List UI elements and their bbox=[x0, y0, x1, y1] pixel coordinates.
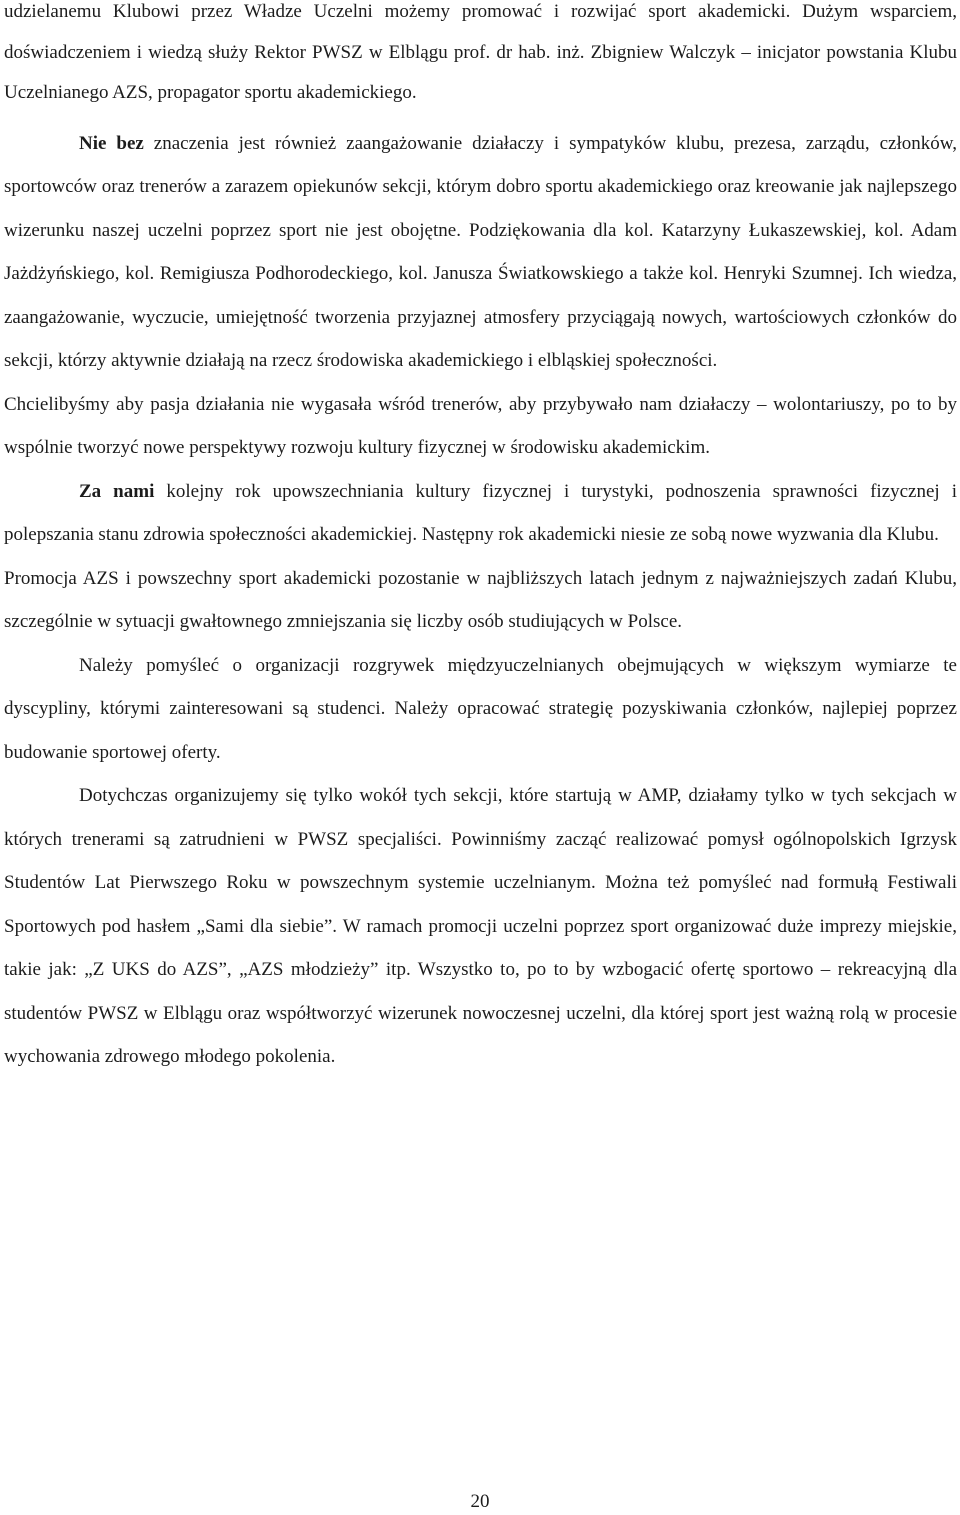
document-page bbox=[4, 0, 957, 1079]
paragraph-1-text: udzielanemu Klubowi przez Władze Uczelni możemy promować i rozwijać sport akademicki. Dużym wsparciem, doświadczeniem i wiedzą służy Rektor PWSZ w Elblągu prof. dr hab. inż. Zbigniew Walczyk – inicjator powstania Klubu Uczelnianego AZS, propagator sportu akademickiego. bbox=[4, 1, 957, 103]
page-number: 20 bbox=[470, 1491, 490, 1512]
paragraph-4 bbox=[4, 470, 957, 557]
paragraph-6-text: Należy pomyśleć o organizacji rozgrywek międzyuczelnianych obejmujących w większym wymiarze te dyscypliny, którymi zainteresowani są studenci. Należy opracować strategię pozyskiwania członków, najlepiej poprzez budowanie sportowej oferty. bbox=[4, 654, 957, 763]
paragraph-7-text: Dotychczas organizujemy się tylko wokół tych sekcji, które startują w AMP, działamy tylko w tych sekcjach w których trenerami są zatrudnieni w PWSZ specjaliści. Powinniśmy zacząć realizować pomysł ogólnopolskich Igrzysk Studentów Lat Pierwszego Roku w powszechnym systemie uczelnianym. Można też pomyśleć nad formułą Festiwali Sportowych pod hasłem „Sami dla siebie”. W ramach promocji uczelni poprzez sport organizować duże imprezy miejskie, takie jak: „Z UKS do AZS”, „AZS młodzieży” itp. Wszystko to, po to by wzbogacić ofertę sportowo – rekreacyjną dla studentów PWSZ w Elblągu oraz współtworzyć wizerunek nowoczesnej uczelni, dla której sport jest ważną rolą w procesie wychowania zdrowego młodego pokolenia. bbox=[4, 785, 957, 1067]
paragraph-6 bbox=[4, 644, 957, 775]
paragraph-2-bold-lead: Nie bez bbox=[79, 132, 144, 154]
paragraph-3-text: Chcielibyśmy aby pasja działania nie wygasała wśród trenerów, aby przybywało nam działaczy – wolontariuszy, po to by wspólnie tworzyć nowe perspektywy rozwoju kultury fizycznej w środowisku akademickim. bbox=[4, 393, 957, 458]
paragraph-4-bold-lead: Za nami bbox=[79, 480, 155, 502]
paragraph-2-text: znaczenia jest również zaangażowanie działaczy i sympatyków klubu, prezesa, zarządu, członków, sportowców oraz trenerów a zarazem opiekunów sekcji, którym dobro sportu akademickiego oraz kreowanie jak najlepszego wizerunku naszej uczelni poprzez sport nie jest obojętne. Podziękowania dla kol. Katarzyny Łukaszewskiej, kol. Adam Jażdżyńskiego, kol. Remigiusza Podhorodeckiego, kol. Janusza Światkowskiego a także kol. Henryki Szumnej. Ich wiedza, zaangażowanie, wyczucie, umiejętność tworzenia przyjaznej atmosfery przyciągają nowych, wartościowych członków do sekcji, którzy aktywnie działają na rzecz środowiska akademickiego i elbląskiej społeczności. bbox=[4, 132, 957, 371]
paragraph-7 bbox=[4, 774, 957, 1079]
paragraph-5 bbox=[4, 557, 957, 644]
paragraph-2 bbox=[4, 122, 957, 383]
paragraph-3 bbox=[4, 383, 957, 470]
paragraph-4-text: kolejny rok upowszechniania kultury fizycznej i turystyki, podnoszenia sprawności fizycznej i polepszania stanu zdrowia społeczności akademickiej. Następny rok akademicki niesie ze sobą nowe wyzwania dla Klubu. bbox=[4, 480, 957, 545]
paragraph-5-text: Promocja AZS i powszechny sport akademicki pozostanie w najbliższych latach jednym z najważniejszych zadań Klubu, szczególnie w sytuacji gwałtownego zmniejszania się liczby osób studiujących w Polsce. bbox=[4, 567, 957, 632]
paragraph-1 bbox=[4, 0, 957, 114]
